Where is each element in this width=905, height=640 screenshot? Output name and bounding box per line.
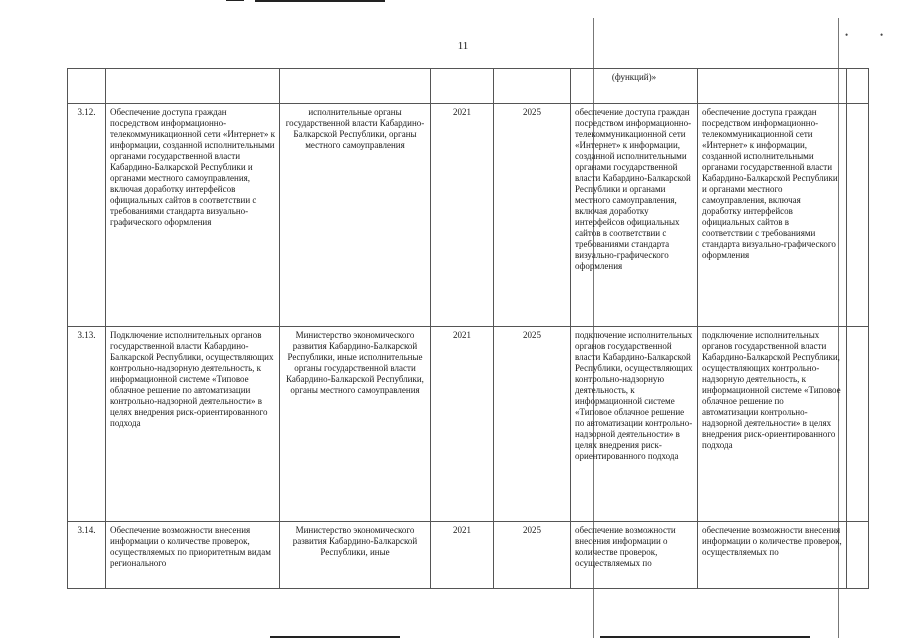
scan-bottom-line [270,636,400,638]
year-end: 2025 [494,522,571,589]
indicator: подключение исполнительных органов государственной власти Кабардино-Балкарской Республики, осуществляющих контрольно-надзорную деятельность, к информационной системе «Типовое облачное решение по автоматизации контрольно-надзорной деятельности» в целях внедрения риск-ориентированного подхода [698,327,847,522]
scan-mark: • [880,30,884,40]
indicator: обеспечение возможности внесения информации о количестве проверок, осуществляемых по [698,522,847,589]
row-number: 3.12. [68,104,106,327]
expected-result: обеспечение доступа граждан посредством информационно-телекоммуникационной сети «Интернет» к информации, созданной исполнительными органами государственной власти Кабардино-Балкарской Республики и органами местного самоуправления, включая доработку интерфейсов официальных сайтов в соответствии с требованиями стандарта визуально-графического оформления [571,104,698,327]
expected-result: обеспечение возможности внесения информации о количестве проверок, осуществляемых по [571,522,698,589]
activity-name: Подключение исполнительных органов государственной власти Кабардино-Балкарской Республики, осуществляющих контрольно-надзорную деятельность, к информационной системе «Типовое облачное решение по автоматизации контрольно-надзорной деятельности» в целях внедрения риск-ориентированного подхода [106,327,280,522]
indicator: обеспечение доступа граждан посредством информационно-телекоммуникационной сети «Интернет» к информации, созданной исполнительными органами государственной власти Кабардино-Балкарской Республики и органами местного самоуправления, включая доработку интерфейсов официальных сайтов в соответствии с требованиями стандарта визуально-графического оформления [698,104,847,327]
expected-result: подключение исполнительных органов государственной власти Кабардино-Балкарской Республики, осуществляющих контрольно-надзорную деятельность, к информационной системе «Типовое облачное решение по автоматизации контрольно-надзорной деятельности» в целях внедрения риск-ориентированного подхода [571,327,698,522]
table-row-continuation [68,69,869,104]
scan-top-line [255,0,385,2]
scan-mark: • [845,30,849,40]
table-row [68,522,869,589]
scan-top-line-short [226,0,244,1]
row-number: 3.13. [68,327,106,522]
year-start: 2021 [431,522,494,589]
activity-name: Обеспечение возможности внесения информации о количестве проверок, осуществляемых по приоритетным видам регионального [106,522,280,589]
table-row [68,327,869,522]
executors: Министерство экономического развития Кабардино-Балкарской Республики, иные исполнительные органы государственной власти Кабардино-Балкарской Республики, органы местного самоуправления [280,327,431,522]
row-number: 3.14. [68,522,106,589]
result-cell: (функций)» [571,69,698,104]
executors: исполнительные органы государственной власти Кабардино-Балкарской Республики, органы местного самоуправления [280,104,431,327]
year-end: 2025 [494,327,571,522]
activity-name: Обеспечение доступа граждан посредством информационно-телекоммуникационной сети «Интернет» к информации, созданной исполнительными органами государственной власти Кабардино-Балкарской Республики и органами местного самоуправления, включая доработку интерфейсов официальных сайтов в соответствии с требованиями стандарта визуально-графического оформления [106,104,280,327]
activities-table [67,68,869,589]
executors: Министерство экономического развития Кабардино-Балкарской Республики, иные [280,522,431,589]
scan-bottom-line-right [600,636,810,638]
year-start: 2021 [431,327,494,522]
year-start: 2021 [431,104,494,327]
table-row [68,104,869,327]
page-number: 11 [457,40,469,52]
year-end: 2025 [494,104,571,327]
